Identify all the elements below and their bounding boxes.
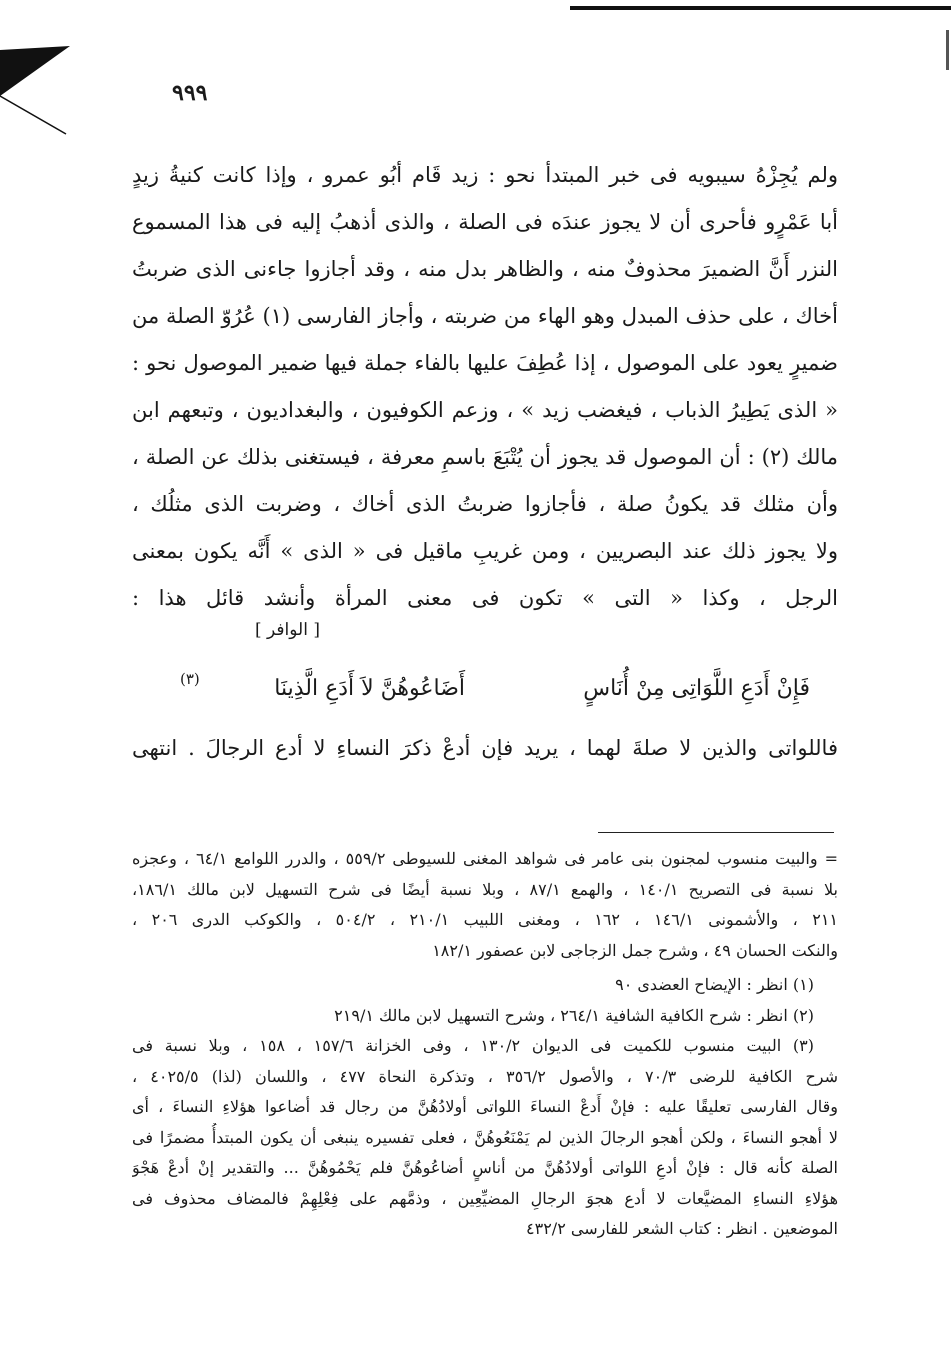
closing-line: فاللواتى والذين لا صلةَ لهما ، يريد فإن أدعْ ذكرَ النساءِ لا أدع الرجالَ . انتهى (132, 736, 838, 760)
footnote-3-line: الصلة كأنه قال : فإنْ أدعِ اللواتى أولادُهُنَّ من أناسٍ أضاعُوهُنَّ فلم يَحْمُوهُنَّ ... والتقدير إنْ أدعْ هَجْوَ (132, 1158, 838, 1177)
text-line: أخاك ، على حذف المبدل وهو الهاء من ضربته ، وأجاز الفارسى (١) عُرُوّ الصلة من (132, 304, 838, 328)
footnote-3-line: وقال الفارسى تعليقًا عليه : فإنْ أَدعْ النساءَ اللواتى أولادُهُنَّ من رجال قد أضاعوا هؤلاءِ النساءَ ، أى (132, 1097, 838, 1116)
text-line: ضميرٍ يعود على الموصول ، إذا عُطِفَ عليها بالفاء جملة فيها ضمير الموصول نحو : (132, 351, 838, 375)
main-text (132, 152, 838, 622)
footnotes (132, 844, 838, 1245)
text-line: مالك (٢) : أن الموصول قد يجوز أن يُتْبَعَ باسمِ معرفة ، فيستغنى بذلك عن الصلة ، (132, 445, 838, 469)
verse-first-hemistich: فَإِنْ أَدَعِ اللَّوَاتِى مِنْ أُنَاسٍ (583, 676, 810, 701)
scan-edge-mark (946, 30, 949, 70)
text-line: الرجل ، وكذا « التى » تكون فى معنى المرأة وأنشد قائل هذا : (132, 586, 838, 610)
text-line: ولم يُجِزْهُ سيبويه فى خبر المبتدأ نحو : زيد قَام أبُو عمرو ، وإذا كانت كنيةُ زيدٍ (132, 163, 838, 187)
footnote-3-line: الموضعين . انظر : كتاب الشعر للفارسى ٤٣٢/٢ (526, 1219, 838, 1238)
footnote-2: (٢) انظر : شرح الكافية الشافية ٢٦٤/١ ، وشرح التسهيل لابن مالك ٢١٩/١ (334, 1005, 814, 1025)
text-line: « الذى يَطِيرُ الذباب ، فيغضب زيد » ، وزعم الكوفيون ، والبغداديون ، وتبعهم ابن (132, 398, 838, 422)
footnote-continuation-line: بلا نسبة فى التصريح ١٤٠/١ ، والهمع ٨٧/١ ، وبلا نسبة أيضًا فى شرح التسهيل لابن مالك ١٨٦/١، (132, 879, 838, 899)
scan-top-rule (570, 6, 951, 10)
verse-second-hemistich: أَضَاعُوهُنَّ لاَ أَدَعِ الَّذِينَا (274, 676, 465, 701)
footnote-continuation-line: = والبيت منسوب لمجنون بنى عامر فى شواهد المغنى للسيوطى ٥٥٩/٢ ، والدرر اللوامع ٦٤/١ ، وعجزه (132, 849, 838, 868)
verse-footnote-ref: (٣) (180, 670, 200, 688)
text-line: ولا يجوز ذلك عند البصريين ، ومن غريبِ ماقيل فى « الذى » أَنَّه يكون بمعنى (132, 539, 838, 563)
page-number: ٩٩٩ (172, 80, 208, 106)
poem-meter-label: [ الوافر ] (255, 620, 320, 640)
footnote-3-line: هؤلاءِ النساءِ المضيَّعات لا أدع هجوَ الرجالِ المضيِّعِين ، وذمَّهم على فِعْلِهِمْ فالمضاف محذوف فى (132, 1188, 838, 1208)
text-line: النزر أَنَّ الضميرَ محذوفٌ منه ، والظاهر بدل منه ، وقد أجازوا جاءنى الذى ضربتُ (132, 257, 838, 281)
poem-verse (180, 670, 810, 716)
footnote-1: (١) انظر : الإيضاح العضدى ٩٠ (615, 975, 814, 994)
footnote-separator (598, 832, 834, 833)
text-line: أبا عَمْرٍو فأحرى أن لا يجوز عندَه فى الصلة ، والذى أذهبُ إليه فى هذا المسموع (132, 210, 838, 234)
scan-corner-mark (0, 0, 180, 160)
text-line: وأن مثلك قد يكونُ صلة ، فأجازوا ضربتُ الذى أخاك ، وضربت الذى مثلُك ، (132, 492, 838, 516)
footnote-3-line: (٣) البيت منسوب للكميت فى الديوان ١٣٠/٢ ، وفى الخزانة ١٥٧/٦ ، ١٥٨ ، وبلا نسبة فى (132, 1036, 815, 1055)
footnote-continuation-line: والنكت الحسان ٤٩ ، وشرح جمل الزجاجى لابن عصفور ١٨٢/١ (432, 940, 838, 960)
footnote-3-line: شرح الكافية للرضى ٧٠/٣ ، والأصول ٣٥٦/٢ ، وتذكرة النحاة ٤٧٧ ، واللسان (لذا) ٤٠٢٥/٥ ، (132, 1066, 838, 1086)
footnote-3-line: لا أهجو النساءَ ، ولكن أهجو الرجالَ الذين لم يَمْنَعُوهُنَّ ، فعلى تفسيره ينبغى أن يكون المبتدأُ مضمرًا فى (132, 1127, 838, 1147)
footnote-continuation-line: ٢١١ ، والأشمونى ١٤٦/١ ، ١٦٢ ، ومغنى اللبيب ٢١٠/١ ، ٥٠٤/٢ ، والكوكب الدرى ٢٠٦ ، (132, 910, 838, 929)
